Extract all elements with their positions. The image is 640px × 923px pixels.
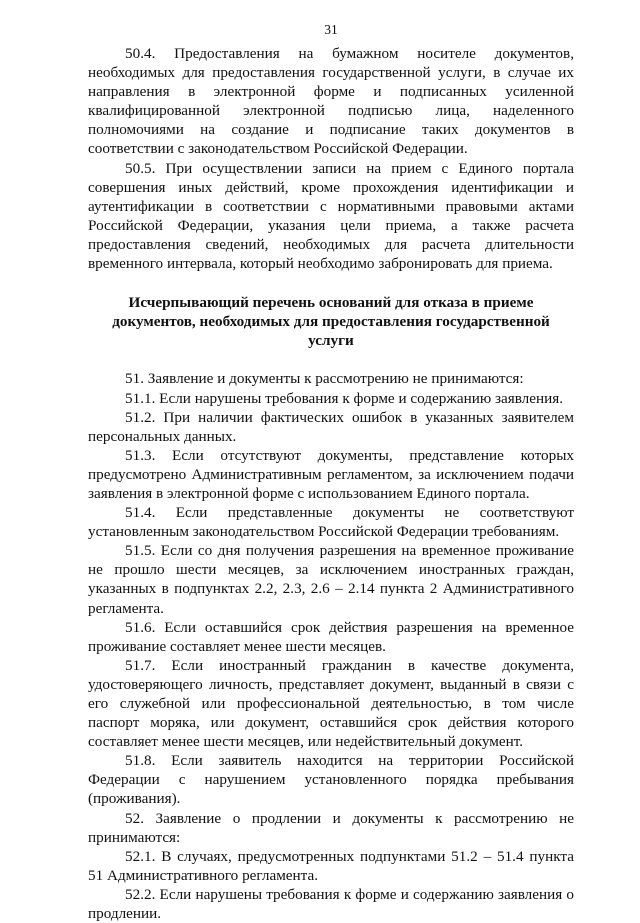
paragraph-51-2: 51.2. При наличии фактических ошибок в указанных заявителем персональных данных. (88, 408, 574, 445)
paragraph-51-4: 51.4. Если представленные документы не соответствуют установленным законодательством Российской Федерации требованиям. (88, 504, 574, 541)
paragraph-51: 51. Заявление и документы к рассмотрению не принимаются: (125, 370, 524, 388)
paragraph-52: 52. Заявление о продлении и документы к рассмотрению не принимаются: (88, 809, 574, 846)
section-heading: Исчерпывающий перечень оснований для отказа в приеме документов, необходимых для предоставления государственной услуги (112, 294, 550, 350)
paragraph-50-4: 50.4. Предоставления на бумажном носителе документов, необходимых для предоставления государственной услуги, в случае их направления в электронной форме и подписанных усиленной квалифицированной электронной подписью лица, наделенного полномочиями на создание и подписание таких документов в соответствии с законодательством Российской Федерации. (88, 45, 574, 158)
paragraph-52-2: 52.2. Если нарушены требования к форме и содержанию заявления о продлении. (88, 885, 574, 923)
paragraph-51-7: 51.7. Если иностранный гражданин в качестве документа, удостоверяющего личность, представляет документ, выданный в связи с его служебной или профессиональной деятельностью, в том числе паспорт моряка, или документ, оставшийся срок действия которого составляет менее шести месяцев, или недействительный документ. (88, 656, 574, 751)
paragraph-51-6: 51.6. Если оставшийся срок действия разрешения на временное проживание составляет менее шести месяцев. (88, 618, 574, 655)
paragraph-51-8: 51.8. Если заявитель находится на территории Российской Федерации с нарушением установленного порядка пребывания (проживания). (88, 752, 574, 808)
page-number: 31 (324, 22, 338, 37)
paragraph-50-5: 50.5. При осуществлении записи на прием с Единого портала совершения иных действий, кроме прохождения идентификации и аутентификации в соответствии с нормативными правовыми актами Российской Федерации, указания цели приема, а также расчета предоставления сведений, необходимых для расчета длительности временного интервала, который необходимо забронировать для приема. (88, 159, 574, 273)
paragraph-52-1: 52.1. В случаях, предусмотренных подпунктами 51.2 – 51.4 пункта 51 Административного регламента. (88, 847, 574, 884)
paragraph-51-1: 51.1. Если нарушены требования к форме и содержанию заявления. (125, 389, 564, 407)
paragraph-51-5: 51.5. Если со дня получения разрешения на временное проживание не прошло шести месяцев, за исключением иностранных граждан, указанных в подпунктах 2.2, 2.3, 2.6 – 2.14 пункта 2 Административного регламента. (88, 542, 574, 617)
paragraph-51-3: 51.3. Если отсутствуют документы, представление которых предусмотрено Административным регламентом, за исключением подачи заявления в электронной форме с использованием Единого портала. (88, 446, 574, 502)
